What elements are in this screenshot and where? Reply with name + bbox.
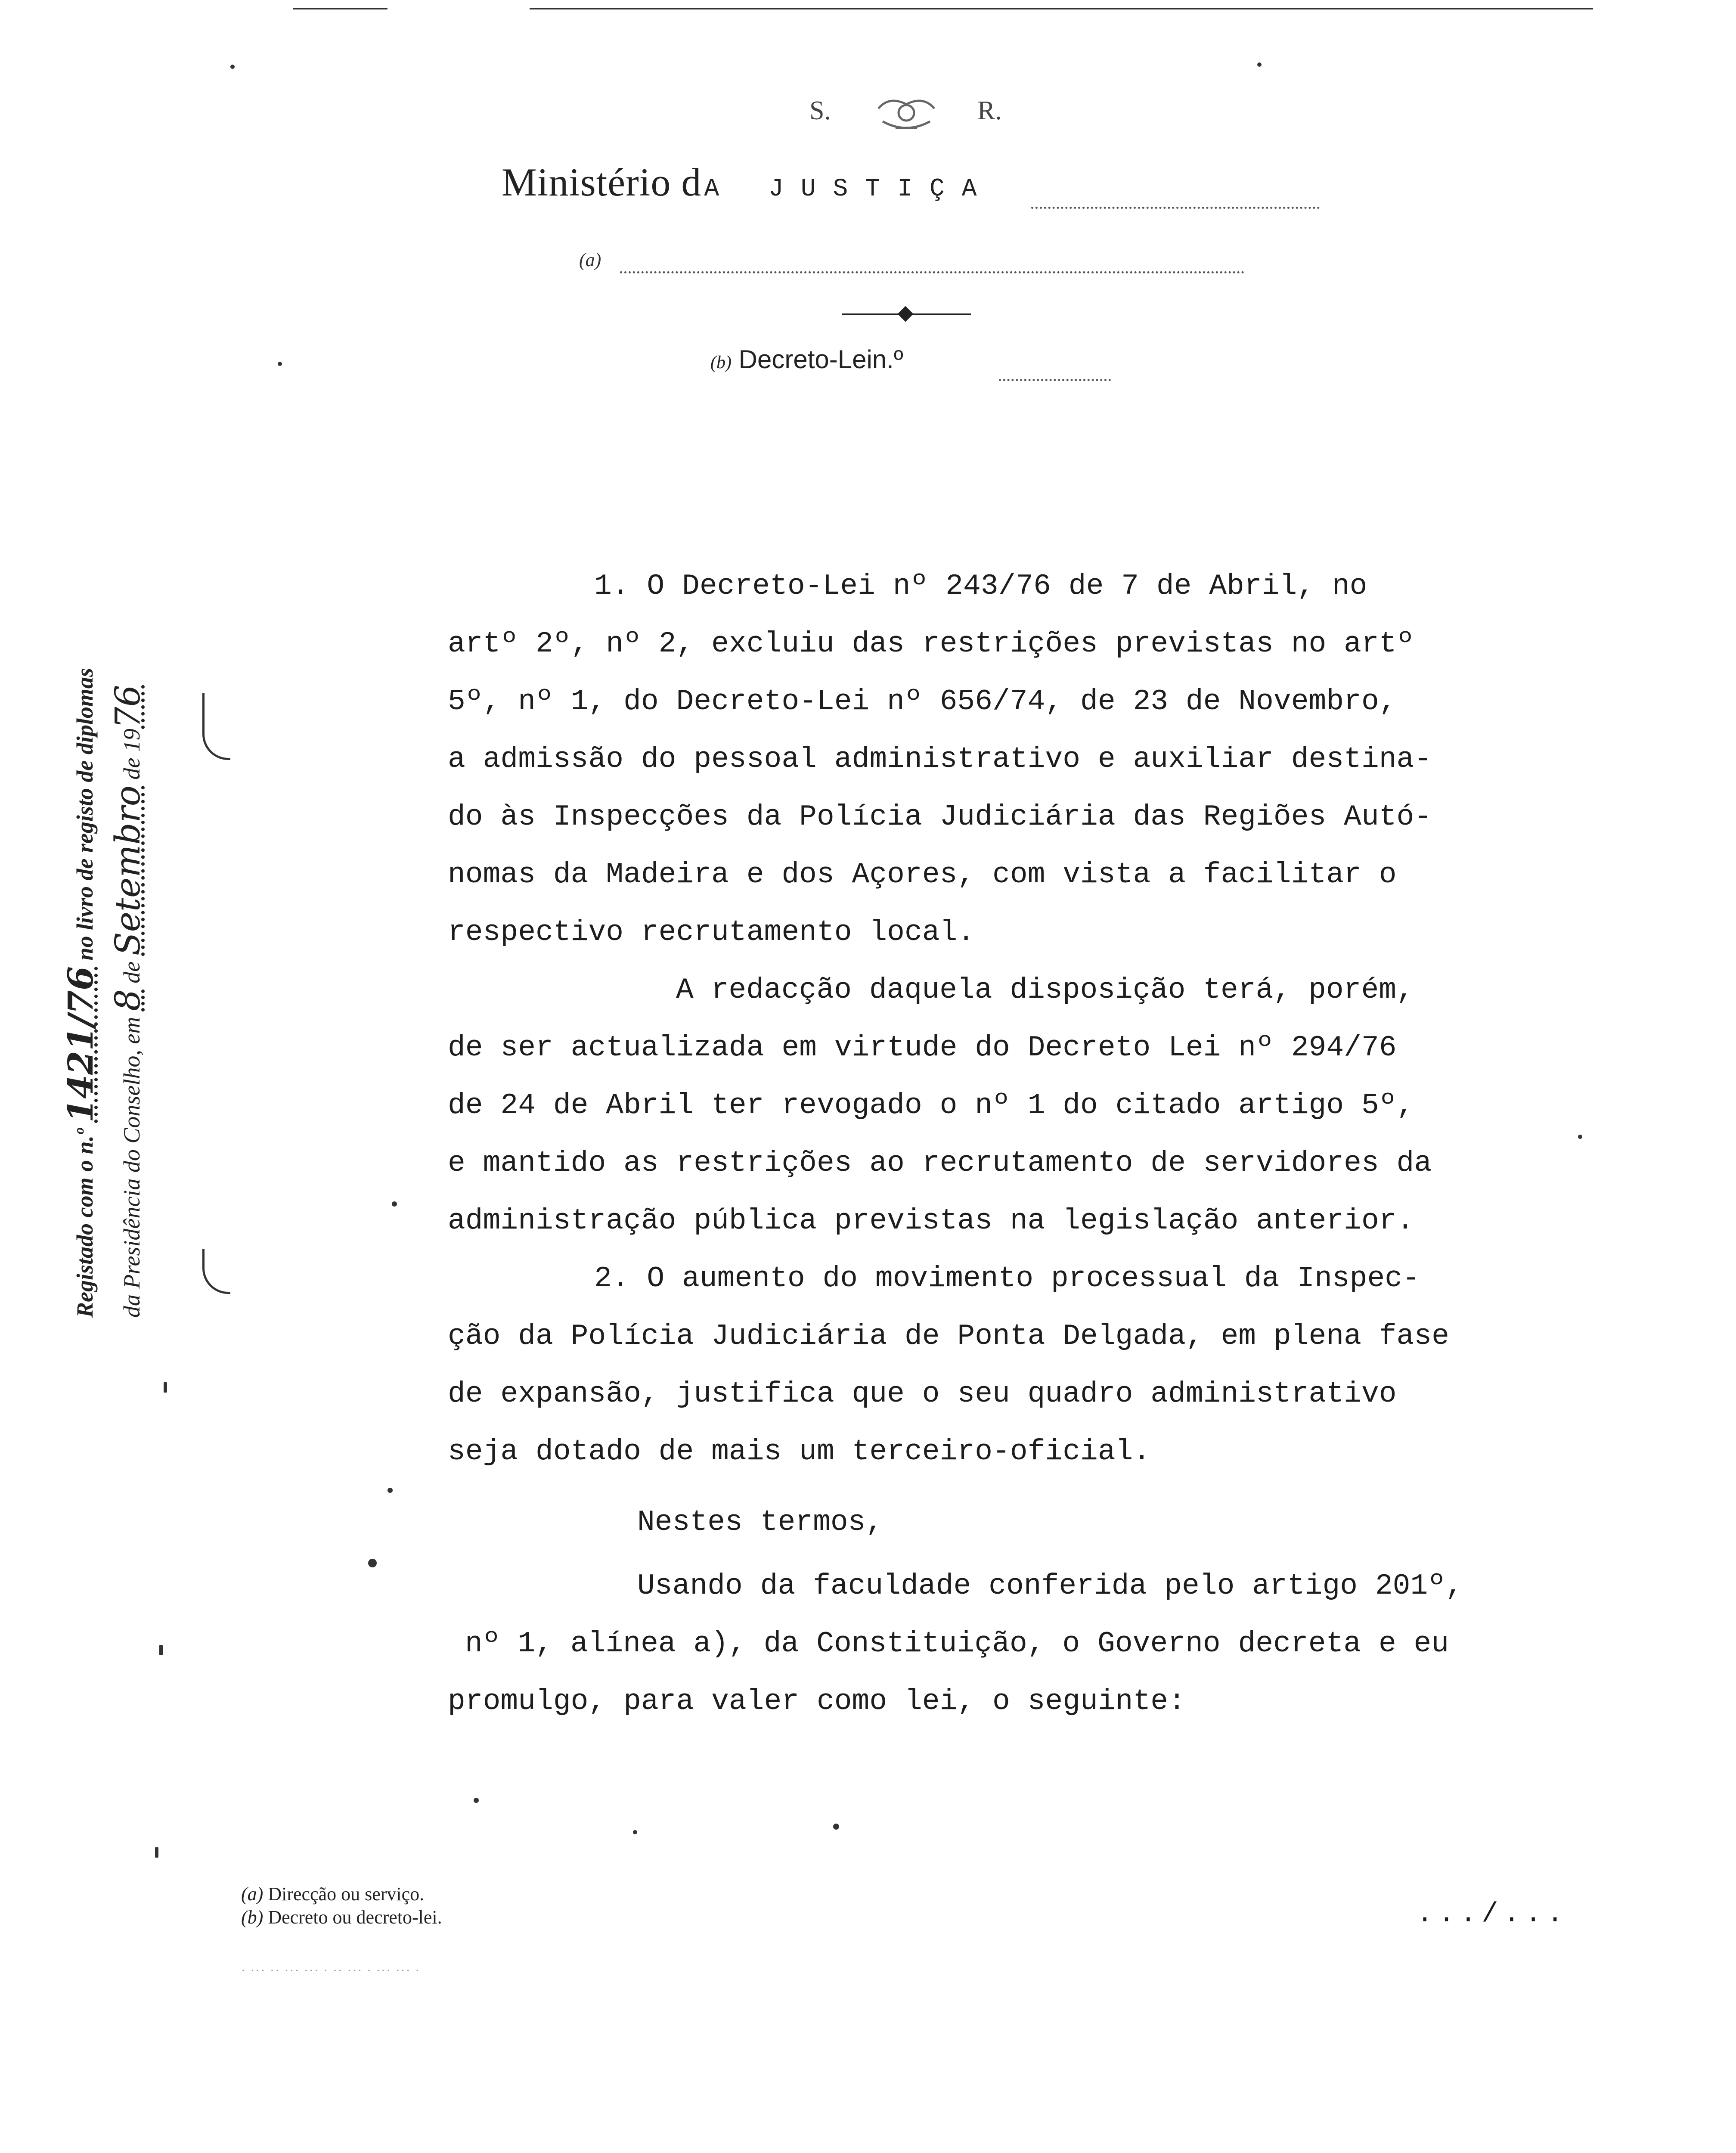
body-line: 2. O aumento do movimento processual da Inspec-: [594, 1262, 1420, 1295]
body-line: a admissão do pessoal administrativo e auxiliar destina-: [448, 743, 1432, 776]
decree-line: [710, 344, 903, 374]
body-line: artº 2º, nº 2, excluiu das restrições previstas no artº: [448, 627, 1414, 661]
speck: [388, 1488, 393, 1493]
body-line: 1. O Decreto-Lei nº 243/76 de 7 de Abril, no: [594, 570, 1367, 603]
speck: [1257, 62, 1262, 67]
body-line: Nestes termos,: [637, 1506, 884, 1539]
speck: [159, 1645, 163, 1655]
body-line: seja dotado de mais um terceiro-oficial.: [448, 1435, 1151, 1468]
ministry-heading: [502, 159, 994, 205]
footnote-a-key: (a): [241, 1883, 264, 1905]
registration-month: Setembro: [108, 785, 148, 956]
footnote-a-text: Direcção ou serviço.: [268, 1883, 425, 1905]
body-line: nomas da Madeira e dos Açores, com vista a facilitar o: [448, 858, 1397, 891]
speck: [278, 362, 282, 366]
decree-marker: (b): [710, 353, 732, 372]
speck: [368, 1559, 377, 1567]
top-rule-right: [530, 8, 1593, 9]
body-line: promulgo, para valer como lei, o seguinte:: [448, 1685, 1186, 1718]
registration-prefix: Registado com o n.º: [72, 1128, 98, 1318]
ministry-prefix: Ministério d: [502, 160, 702, 204]
stamp-left-letter: S.: [809, 96, 831, 125]
body-line: administração pública previstas na legislação anterior.: [448, 1204, 1414, 1238]
registration-year: 76: [108, 685, 148, 729]
registration-number: 1421/76: [60, 966, 101, 1123]
margin-bracket-top: [202, 693, 230, 760]
ministry-fill-line: [1031, 207, 1320, 209]
ministry-name: A JUSTIÇA: [704, 175, 994, 203]
stamp-seal: [809, 91, 1033, 143]
speck: [392, 1201, 397, 1207]
speck: [474, 1798, 479, 1803]
registration-margin-note: [60, 456, 172, 1318]
body-line: e mantido as restrições ao recrutamento de servidores da: [448, 1147, 1432, 1180]
body-line: respectivo recrutamento local.: [448, 916, 975, 949]
footnotes: [241, 1883, 442, 1929]
body-line: A redacção daquela disposição terá, porém,: [676, 974, 1414, 1007]
body-line: do às Inspecções da Polícia Judiciária das Regiões Autó-: [448, 800, 1432, 834]
printer-imprint: · ··· ·· ··· ··· · ·· ··· · ··· ··· ·: [241, 1964, 421, 1978]
footnote-b: [241, 1906, 442, 1929]
divider-diamond: [898, 306, 914, 322]
body-line: Usando da faculdade conferida pelo artigo 201º,: [637, 1570, 1463, 1603]
decree-body: [448, 558, 1524, 1731]
speck: [155, 1847, 158, 1858]
speck: [833, 1824, 839, 1830]
margin-bracket-bottom: [202, 1249, 230, 1294]
speck: [1578, 1135, 1582, 1139]
top-rule-left: [293, 8, 388, 9]
registration-de: de: [119, 961, 145, 983]
speck: [633, 1830, 637, 1834]
decree-number-fill-line: [999, 379, 1111, 381]
service-fill-line: [620, 271, 1244, 273]
stamp-right-letter: R.: [977, 96, 1002, 125]
body-line: de 24 de Abril ter revogado o nº 1 do citado artigo 5º,: [448, 1089, 1414, 1122]
footnote-b-text: Decreto ou decreto-lei.: [268, 1907, 442, 1928]
continuation-mark: .../...: [1417, 1899, 1569, 1930]
registration-day: 8: [108, 989, 148, 1011]
footnote-b-key: (b): [241, 1907, 264, 1928]
body-line: de expansão, justifica que o seu quadro administrativo: [448, 1377, 1397, 1411]
speck: [164, 1382, 167, 1393]
registration-line-2: [108, 685, 148, 1318]
body-line: nº 1, alínea a), da Constituição, o Governo decreta e eu: [465, 1627, 1449, 1660]
registration-line-1: [60, 668, 101, 1318]
registration-date-prefix: da Presidência do Conselho, em: [119, 1017, 145, 1318]
registration-suffix: no livro de registo de diplomas: [72, 668, 98, 961]
body-line: de ser actualizada em virtude do Decreto Lei nº 294/76: [448, 1031, 1397, 1064]
speck: [230, 65, 235, 69]
footnote-a: [241, 1883, 442, 1906]
coat-of-arms-icon: [870, 91, 943, 139]
body-line: 5º, nº 1, do Decreto-Lei nº 656/74, de 23 de Novembro,: [448, 685, 1397, 718]
registration-year-prefix: de 19: [119, 729, 145, 780]
body-line: ção da Polícia Judiciária de Ponta Delgada, em plena fase: [448, 1320, 1449, 1353]
service-label: (a): [579, 249, 601, 270]
decree-label: Decreto-Lein.º: [738, 345, 903, 374]
